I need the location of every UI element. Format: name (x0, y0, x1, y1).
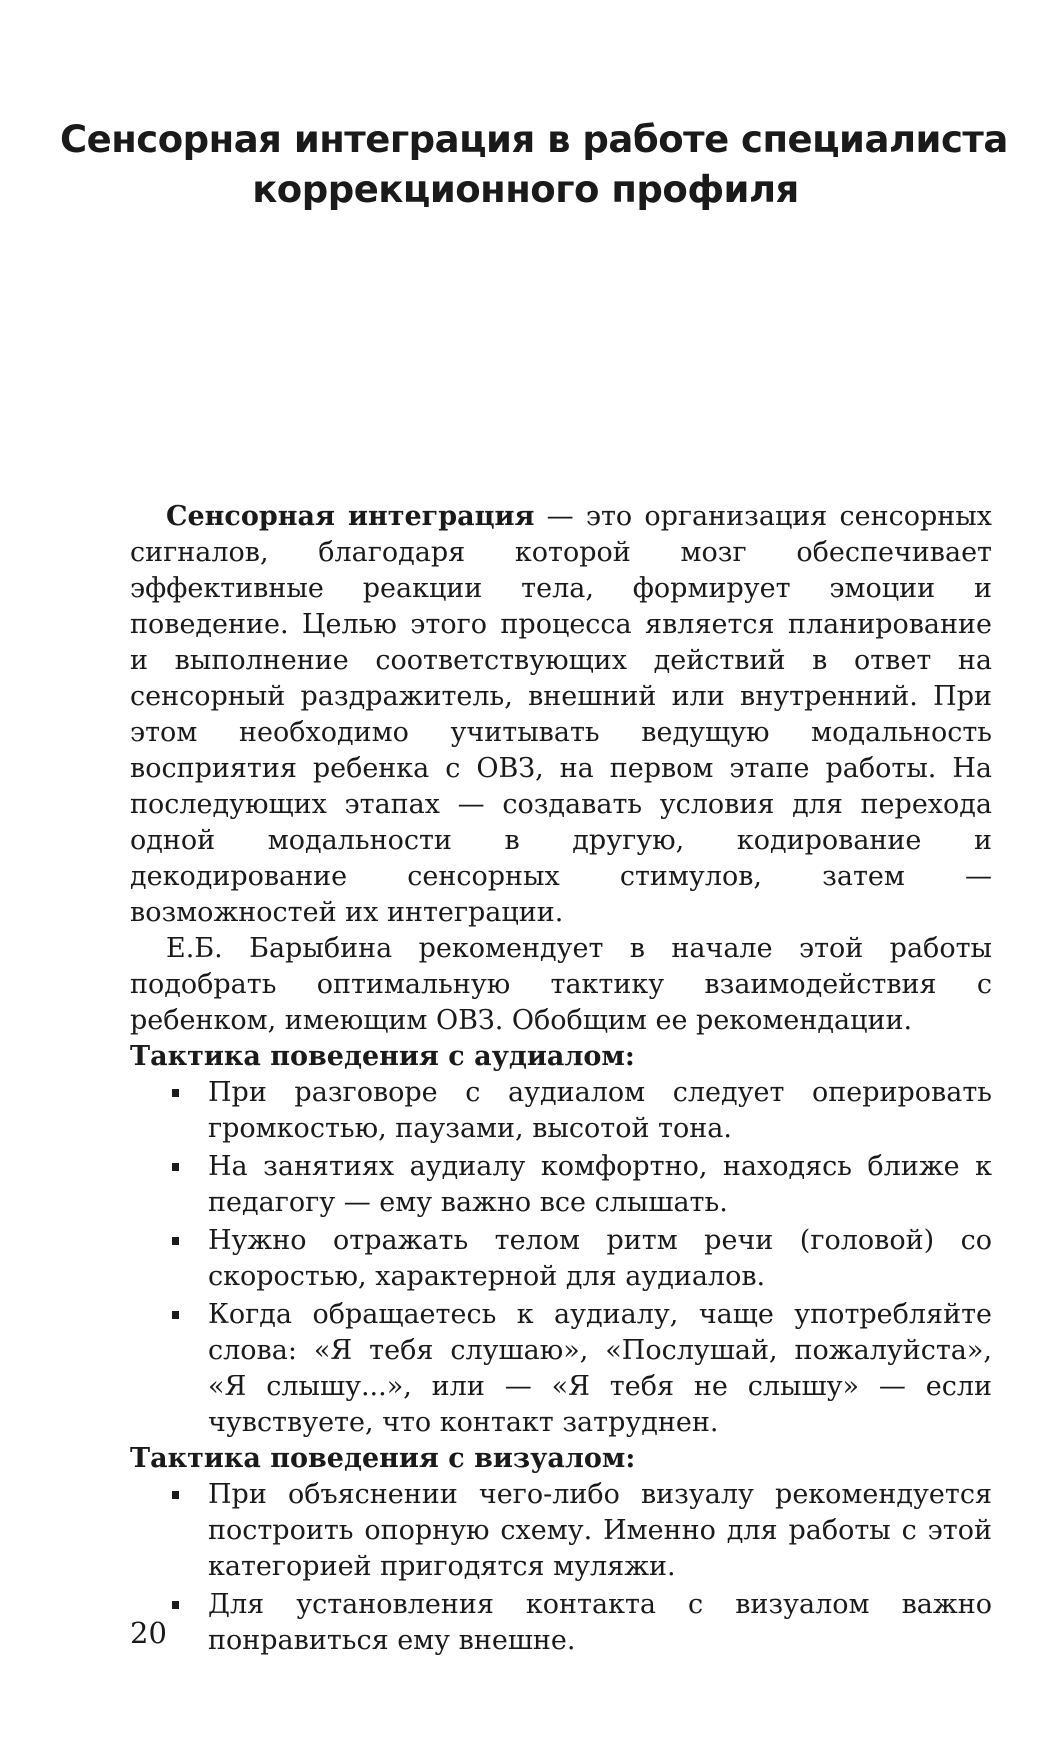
list-item-text: Когда обращаетесь к аудиалу, чаще употребляйте слова: «Я тебя слушаю», «Послушай, пожалуйста», «Я слышу...», или — «Я тебя не слышу» — если чувствуете, что контакт затруднен. (208, 1299, 992, 1438)
page-body (130, 499, 992, 1659)
visual-list (130, 1477, 992, 1659)
bullet-icon (172, 1311, 179, 1319)
audial-list (130, 1075, 992, 1441)
intro-paragraph (130, 499, 992, 931)
list-item (130, 1149, 992, 1221)
bullet-icon (172, 1237, 179, 1245)
bullet-icon (172, 1089, 179, 1097)
chapter-title-line-2: коррекционного профиля (252, 167, 799, 211)
list-item (130, 1223, 992, 1295)
page-number: 20 (130, 1616, 167, 1650)
bullet-icon (172, 1163, 179, 1171)
visual-heading: Тактика поведения с визуалом: (130, 1443, 636, 1474)
bullet-icon (172, 1491, 179, 1499)
list-item (130, 1297, 992, 1441)
chapter-title-line-1: Сенсорная интеграция в работе специалиста (60, 117, 1008, 161)
bullet-icon (172, 1601, 179, 1609)
audial-heading: Тактика поведения с аудиалом: (130, 1041, 635, 1072)
list-item-text: На занятиях аудиалу комфортно, находясь ближе к педагогу — ему важно все слышать. (208, 1151, 992, 1218)
list-item-text: Для установления контакта с визуалом важно понравиться ему внешне. (208, 1589, 992, 1656)
chapter-title (60, 115, 1008, 215)
list-item-text: При объяснении чего-либо визуалу рекомендуется построить опорную схему. Именно для работы с этой категорией пригодятся муляжи. (208, 1479, 992, 1582)
list-item-text: При разговоре с аудиалом следует оперировать громкостью, паузами, высотой тона. (208, 1077, 992, 1144)
list-item (130, 1587, 992, 1659)
list-item (130, 1075, 992, 1147)
list-item (130, 1477, 992, 1585)
intro-term: Сенсорная интеграция (166, 501, 535, 532)
list-item-text: Нужно отражать телом ритм речи (головой) со скоростью, характерной для аудиалов. (208, 1225, 992, 1292)
recommendation-paragraph: Е.Б. Барыбина рекомендует в начале этой работы подобрать оптимальную тактику взаимодействия с ребенком, имеющим ОВЗ. Обобщим ее рекомендации. (130, 933, 992, 1036)
intro-text: — это организация сенсорных сигналов, благодаря которой мозг обеспечивает эффективные реакции тела, формирует эмоции и поведение. Целью этого процесса является планирование и выполнение соответствующих действий в ответ на сенсорный раздражитель, внешний или внутренний. При этом необходимо учитывать ведущую модальность восприятия ребенка с ОВЗ, на первом этапе работы. На последующих этапах — создавать условия для перехода одной модальности в другую, кодирование и декодирование сенсорных стимулов, затем — возможностей их интеграции. (130, 501, 992, 928)
